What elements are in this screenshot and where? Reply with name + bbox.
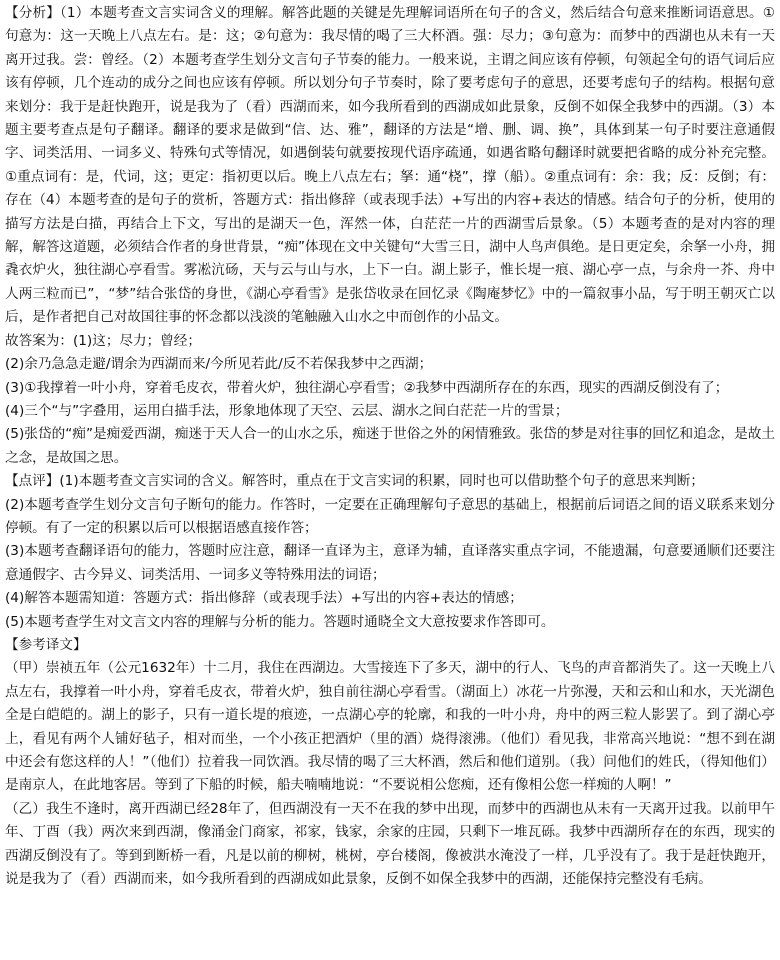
- answer-intro: 故答案为：(1)这；尽力；曾经；: [5, 332, 201, 349]
- translation-paragraph-a: （甲）崇祯五年（公元1632年）十二月，我住在西湖边。大雪接连下了多天，湖中的行人、飞鸟的声音都消失了。这一天晚上八点左右，我撑着一叶小舟，穿着毛皮衣，带着火炉，独自前往湖心亭看雪。（湖面上）冰花一片弥漫，天和云和山和水，天光湖色全是白皑皑的。湖上的影子，只有一道长堤的痕迹，一点湖心亭的轮廓，和我的一叶小舟，舟中的两三粒人影罢了。到了湖心亭上，看见有两个人铺好毡子，相对而坐，一个小孩正把酒炉（里的酒）烧得滚沸。（他们）看见我，非常高兴地说：“想不到在湖中还会有您这样的人！”（他们）拉着我一同饮酒。我尽情的喝了三大杯酒，然后和他们道别。（我）问他们的姓氏，（得知他们）是南京人，在此地客居。等到了下船的时候，船夫喃喃地说：“不要说相公您痴，还有像相公您一样痴的人啊！”: [5, 660, 775, 794]
- comment-paragraph-1: [5, 470, 775, 493]
- translation-label: 【参考译文】: [5, 636, 87, 653]
- answer-item-3: (3)①我撑着一叶小舟，穿着毛皮衣，带着火炉，独往湖心亭看雪；②我梦中西湖所存在的东西，现实的西湖反倒没有了；: [5, 379, 729, 396]
- comment-section: [5, 470, 775, 634]
- analysis-section: [5, 2, 775, 330]
- analysis-paragraph: [5, 2, 775, 330]
- answer-item-4: (4)三个“与”字叠用，运用白描手法，形象地体现了天空、云层、湖水之间白茫茫一片的雪景；: [5, 402, 569, 419]
- comment-item-2: (2)本题考查学生划分文言句子断句的能力。作答时，一定要在正确理解句子意思的基础上，根据前后词语之间的语义联系来划分停顿。有了一定的积累以后可以根据语感直接作答；: [5, 496, 775, 536]
- translation-paragraph-b: （乙）我生不逢时，离开西湖已经28年了，但西湖没有一天不在我的梦中出现，而梦中的西湖也从未有一天离开过我。以前甲午年、丁酉（我）两次来到西湖，像涌金门商家，祁家，钱家，余家的庄园，只剩下一堆瓦砾。我梦中西湖所存在的东西，现实的西湖反倒没有了。等到到断桥一看，凡是以前的柳树，桃树，亭台楼阁，像被洪水淹没了一样，几乎没有了。我于是赶快跑开，说是我为了（看）西湖而来，如今我所看到的西湖成如此景象，反倒不如保全我梦中的西湖，还能保持完整没有毛病。: [5, 800, 775, 888]
- comment-item-5: (5)本题考查学生对文言文内容的理解与分析的能力。答题时通晓全文大意按要求作答即可。: [5, 613, 555, 630]
- comment-item-4: (4)解答本题需知道：答题方式：指出修辞（或表现手法）+写出的内容+表达的情感；: [5, 590, 523, 607]
- comment-item-3: (3)本题考查翻译语句的能力，答题时应注意，翻译一直译为主，意译为辅，直译落实重点字词，不能遗漏，句意要通顺们还要注意通假字、古今异义、词类活用、一词多义等特殊用法的词语；: [5, 543, 775, 583]
- answer-item-2: (2)余乃急急走避/谓余为西湖而来/今所见若此/反不若保我梦中之西湖；: [5, 356, 433, 373]
- answers-section: [5, 330, 775, 470]
- answer-item-5: (5)张岱的“痴”是痴爱西湖，痴迷于天人合一的山水之乐，痴迷于世俗之外的闲情雅致。张岱的梦是对往事的回忆和追念，是故土之念，是故国之思。: [5, 426, 775, 466]
- analysis-text: （1）本题考查文言实词含义的理解。解答此题的关键是先理解词语所在句子的含义，然后结合句意来推断词语意思。①句意为：这一天晚上八点左右。是：这；②句意为：我尽情的喝了三大杯酒。强：尽力；③句意为：而梦中的西湖也从未有一天离开过我。尝：曾经。（2）本题考查学生划分文言句子节奏的能力。一般来说，主谓之间应该有停顿，句领起全句的语气词后应该有停顿，几个连动的成分之间也应该有停顿。所以划分句子节奏时，除了要考虑句子的意思，还要考虑句子的结构。根据句意来划分：我于是赶快跑开，说是我为了（看）西湖而来，如今我所看到的西湖成如此景象，反倒不如保全我梦中的西湖。（3）本题主要考查点是句子翻译。翻译的要求是做到“信、达、雅”，翻译的方法是“增、删、调、换”，具体到某一句子时要注意通假字、词类活用、一词多义、特殊句式等情况，如遇倒装句就要按现代语序疏通，如遇省略句翻译时就要把省略的成分补充完整。①重点词有：是，代词，这；更定：指初更以后。晚上八点左右；拏：通“桡”，撑（船）。②重点词有：余：我；反：反倒；有：存在（4）本题考查的是句子的赏析，答题方式：指出修辞（或表现手法）+写出的内容+表达的情感。结合句子的分析，使用的描写方法是白描，再结合上下文，写出的是湖天一色，浑然一体，白茫茫一片的西湖雪后景象。（5）本题考查的是对内容的理解，解答这道题，必须结合作者的身世背景，“痴”体现在文中关键句“大雪三日，湖中人鸟声俱绝。是日更定矣，余拏一小舟，拥毳衣炉火，独往湖心亭看雪。雾凇沆砀，天与云与山与水，上下一白。湖上影子，惟长堤一痕、湖心亭一点，与余舟一芥、舟中人两三粒而已”，“梦”结合张岱的身世，《湖心亭看雪》是张岱收录在回忆录《陶庵梦忆》中的一篇叙事小品，写于明王朝灭亡以后，是作者把自己对故国往事的怀念都以浅淡的笔触融入山水之中而创作的小品文。: [5, 5, 775, 326]
- comment-item-1: (1)本题考查文言实词的含义。解答时，重点在于文言实词的积累，同时也可以借助整个句子的意思来判断；: [59, 473, 704, 490]
- translation-section: [5, 634, 775, 891]
- analysis-label: 【分析】: [5, 5, 60, 21]
- comment-label: 【点评】: [5, 473, 60, 490]
